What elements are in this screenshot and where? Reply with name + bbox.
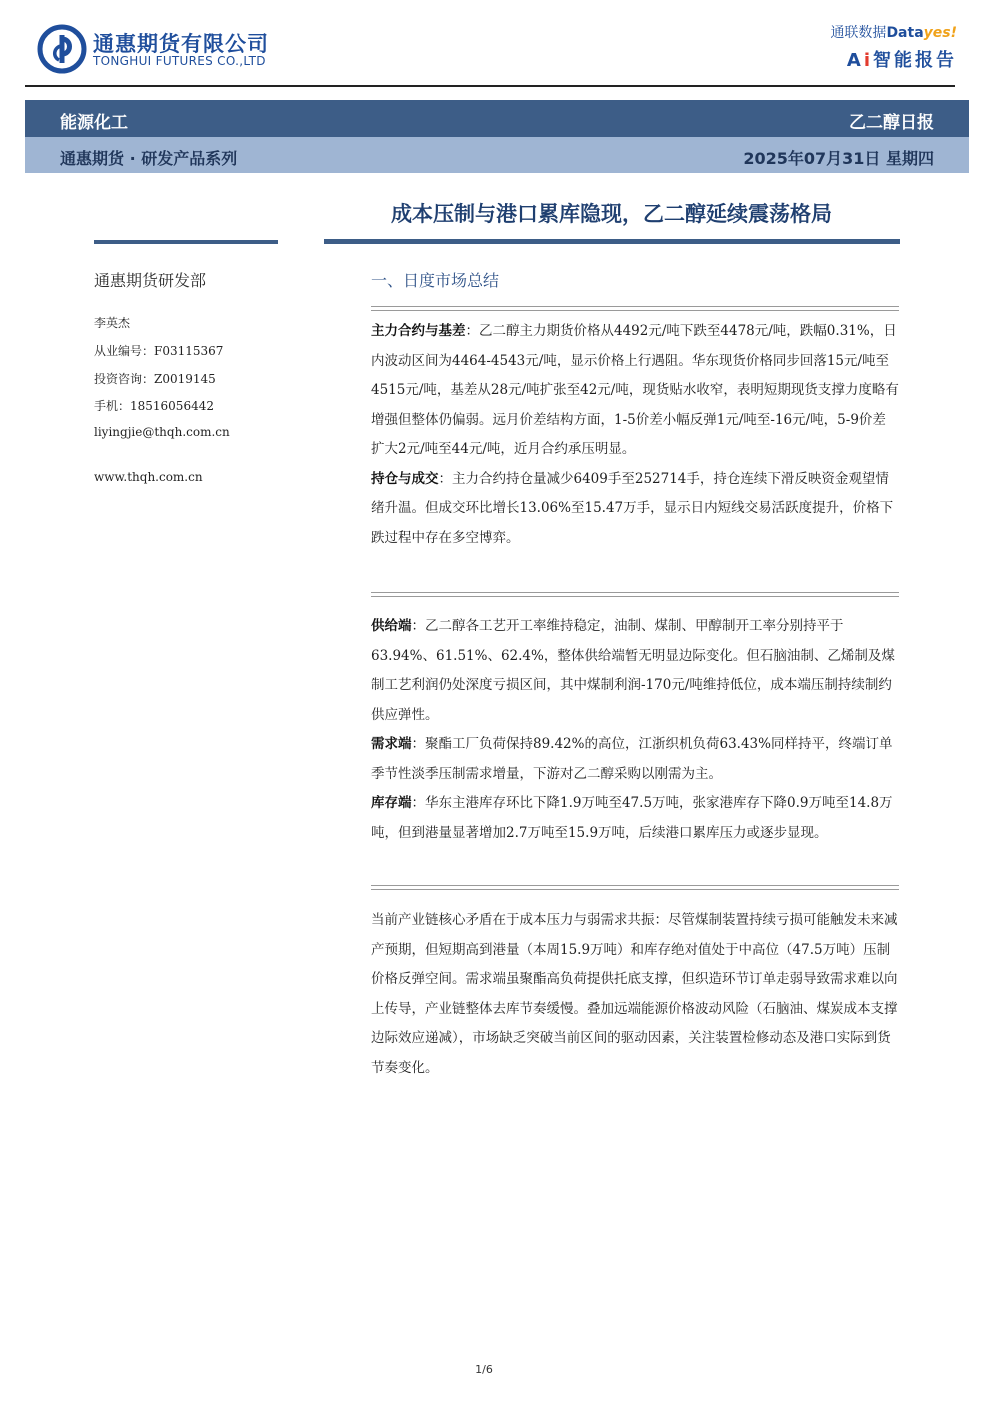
header-divider xyxy=(25,85,955,87)
demand-paragraph xyxy=(371,730,899,789)
report-headline: 成本压制与港口累库隐现，乙二醇延续震荡格局 xyxy=(391,202,832,226)
report-date: 2025年07月31日 星期四 xyxy=(743,149,934,168)
company-english-name: TONGHUI FUTURES CO.,LTD xyxy=(93,54,266,68)
market-block xyxy=(371,317,899,553)
position-label: 持仓与成交 xyxy=(371,470,439,487)
company-name: 通惠期货有限公司 xyxy=(93,32,269,56)
page-number: 1/6 xyxy=(475,1363,493,1376)
inventory-text: ：华东主港库存环比下降1.9万吨至47.5万吨，张家港库存下降0.9万吨至14.8万吨，但到港量显著增加2.7万吨至15.9万吨，后续港口累库压力或逐步显现。 xyxy=(371,795,893,841)
summary-paragraph: 当前产业链核心矛盾在于成本压力与弱需求共振：尽管煤制装置持续亏损可能触发未来减产预期，但短期高到港量（本周15.9万吨）和库存绝对值处于中高位（47.5万吨）压制价格反弹空间。需求端虽聚酯高负荷提供托底支撑，但织造环节订单走弱导致需求难以向上传导，产业链整体去库节奏缓慢。叠加远端能源价格波动风险（石脑油、煤炭成本支撑边际效应递减），市场缺乏突破当前区间的驱动因素，关注装置检修动态及港口实际到货节奏变化。 xyxy=(371,912,898,1076)
analyst-name: 李英杰 xyxy=(94,316,131,330)
supply-text: ：乙二醇各工艺开工率维持稳定，油制、煤制、甲醇制开工率分别持平于63.94%、61.51%、62.4%，整体供给端暂无明显边际变化。但石脑油制、乙烯制及煤制工艺利润仍处深度亏损区间，其中煤制利润-170元/吨维持低位，成本端压制持续制约供应弹性。 xyxy=(371,618,895,723)
tonghui-logo-icon xyxy=(37,24,87,74)
email-link[interactable]: liyingjie@thqh.com.cn xyxy=(94,425,230,439)
datayes-data: Data xyxy=(886,25,924,41)
datayes-brand xyxy=(830,22,957,42)
datayes-yes: yes! xyxy=(923,25,957,41)
sidebar-top-rule xyxy=(94,240,278,244)
position-text: ：主力合约持仓量减少6409手至252714手，持仓连续下滑反映资金观望情绪升温。但成交环比增长13.06%至15.47万手，显示日内短线交易活跃度提升，价格下跌过程中存在多空博弈。 xyxy=(371,470,894,546)
inventory-paragraph xyxy=(371,789,899,848)
main-contract-text: ：乙二醇主力期货价格从4492元/吨下跌至4478元/吨，跌幅0.31%，日内波动区间为4464-4543元/吨，显示价格上行遇阻。华东现货价格同步回落15元/吨至4515元/吨，基差从28元/吨扩张至42元/吨，现货贴水收窄，表明短期现货支撑力度略有增强但整体仍偏弱。远月价差结构方面，1-5价差小幅反弹1元/吨至-16元/吨，5-9价差扩大2元/吨至44元/吨，近月合约承压明显。 xyxy=(371,323,899,457)
ai-report-text: 智能报告 xyxy=(873,50,957,71)
inventory-label: 库存端 xyxy=(371,795,412,811)
position-paragraph xyxy=(371,465,899,554)
sector-band xyxy=(25,100,969,137)
sector-label: 能源化工 xyxy=(60,113,128,133)
ai-report-brand xyxy=(847,46,957,72)
section-divider xyxy=(371,306,899,311)
demand-label: 需求端 xyxy=(371,736,412,752)
fundamentals-block xyxy=(371,612,899,848)
block-divider xyxy=(371,885,899,890)
headline-underline xyxy=(324,239,900,244)
series-band xyxy=(25,137,969,173)
supply-paragraph xyxy=(371,612,899,730)
supply-label: 供给端 xyxy=(371,618,412,634)
report-type-label: 乙二醇日报 xyxy=(849,113,934,133)
license-number: 从业编号：F03115367 xyxy=(94,344,224,358)
series-label: 通惠期货 · 研发产品系列 xyxy=(60,149,238,168)
department-name: 通惠期货研发部 xyxy=(94,271,207,290)
summary-block xyxy=(371,906,899,1083)
advisory-number: 投资咨询：Z0019145 xyxy=(94,372,216,386)
section-title: 一、日度市场总结 xyxy=(371,271,500,290)
demand-text: ：聚酯工厂负荷保持89.42%的高位，江浙织机负荷63.43%同样持平，终端订单季节性淡季压制需求增量，下游对乙二醇采购以刚需为主。 xyxy=(371,736,893,782)
ai-letter-a: A xyxy=(846,50,864,71)
website-link[interactable]: www.thqh.com.cn xyxy=(94,470,203,484)
main-contract-paragraph xyxy=(371,317,899,465)
ai-letter-i: i xyxy=(863,50,873,71)
block-divider xyxy=(371,592,899,597)
datayes-prefix: 通联数据 xyxy=(830,25,887,41)
main-contract-label: 主力合约与基差 xyxy=(371,323,466,339)
phone-number: 手机：18516056442 xyxy=(94,399,214,413)
